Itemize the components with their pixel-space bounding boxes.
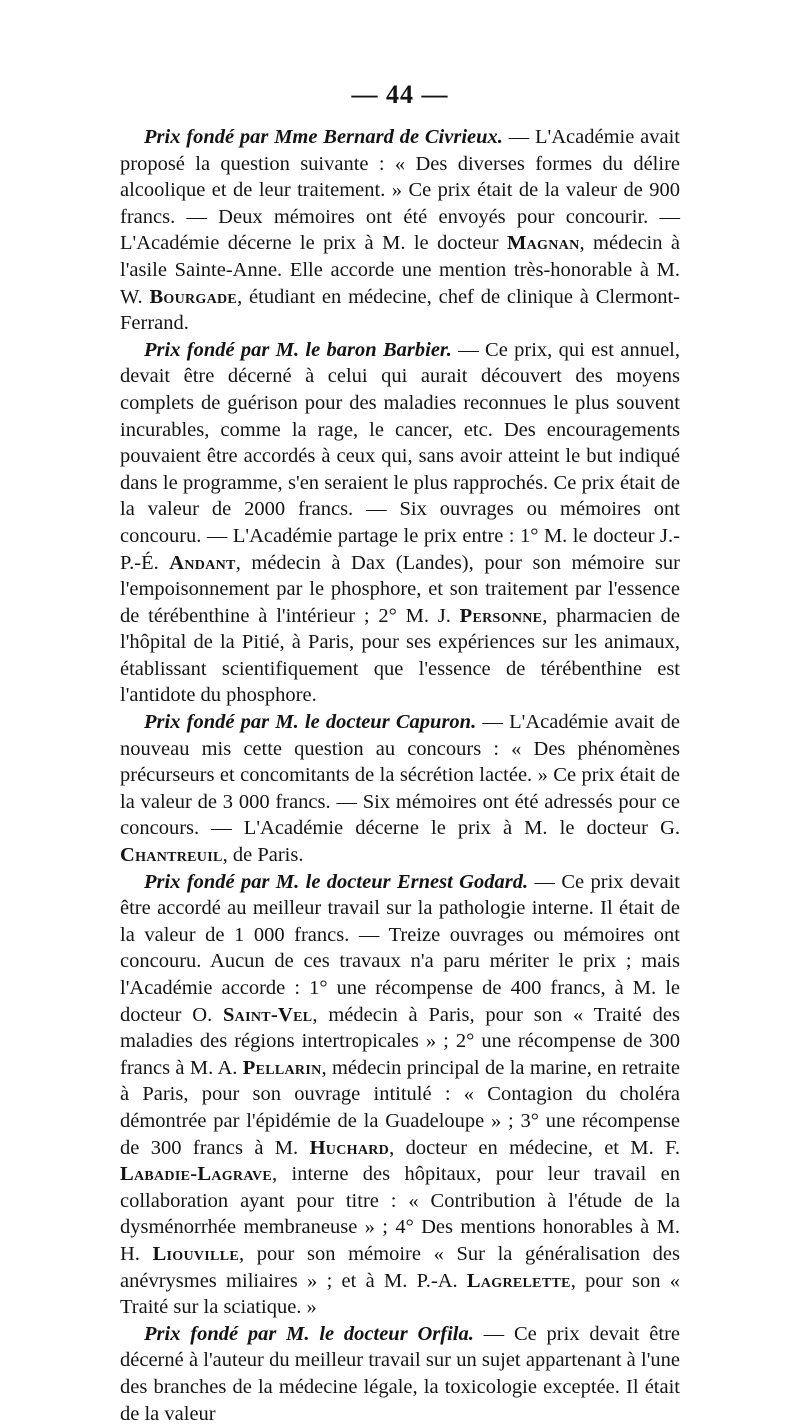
paragraph-bernard-de-civrieux [120, 124, 680, 337]
paragraph-text: , pharmacien de l'hôpital de la Pitié, à Paris, pour ses expériences sur les animaux, établissant scientifiquement que l'essence de térébenthine est l'antidote du phosphore. [120, 604, 680, 707]
paragraph-text: , médecin à l'asile Sainte-Anne. Elle accorde une mention très-honorable à M. W. [120, 232, 681, 308]
paragraph-text: — Ce prix, qui est annuel, devait être décerné à celui qui aurait découvert des moyens complets de guérison pour des maladies reconnues le plus souvent incurables, comme la rage, le cancer, etc. Des encouragements pouvaient être accordés à ceux qui, sans avoir atteint le but indiqué dans le programme, s'en seraient le plus rapprochés. Ce prix était de la valeur de 2000 francs. — Six ouvrages ou mémoires ont concouru. — L'Académie partage le prix entre : 1° M. le docteur J.-P.-É. [120, 338, 680, 574]
paragraph-text: — L'Académie avait de nouveau mis cette question au concours : « Des phénomènes précurseurs et concomitants de la sécrétion lactée. » Ce prix était de la valeur de 3 000 francs. — Six mémoires ont été adressés pour ce concours. — L'Académie décerne le prix à M. le docteur G. [120, 711, 680, 840]
paragraph-baron-barbier [120, 337, 680, 709]
paragraph-orfila [120, 1321, 680, 1427]
paragraph-capuron [120, 709, 680, 869]
person-name: Personne [459, 604, 543, 627]
paragraph-text: , médecin à Paris, pour son « Traité des maladies des régions intertropicales » ; 2° une récompense de 300 francs à M. A. [120, 1003, 680, 1079]
paragraph-text: , médecin à Dax (Landes), pour son mémoire sur l'empoisonnement par le phosphore, et son traitement par l'essence de térébenthine à l'intérieur ; 2° M. J. [120, 551, 680, 627]
paragraph-text: , interne des hôpitaux, pour leur travail en collaboration ayant pour titre : « Contribution à l'étude de la dysménorrhée membraneuse » ; 4° Des mentions honorables à M. H. [120, 1163, 680, 1265]
person-name: Bourgade [149, 285, 238, 308]
person-name: Chantreuil [120, 844, 223, 867]
prize-title: Prix fondé par M. le docteur Capuron. [144, 711, 477, 734]
person-name: Lagrelette [466, 1269, 571, 1292]
person-name: Pellarin [242, 1056, 322, 1079]
person-name: Saint-Vel [222, 1003, 313, 1026]
person-name: Liouville [152, 1242, 239, 1265]
person-name: Huchard [309, 1136, 390, 1159]
prize-title: Prix fondé par M. le baron Barbier. [144, 338, 452, 361]
paragraph-ernest-godard [120, 869, 680, 1321]
person-name: Magnan [507, 232, 580, 255]
paragraph-text: — Ce prix devait être accordé au meilleur travail sur la pathologie interne. Il était de la valeur de 1 000 francs. — Treize ouvrages ou mémoires ont concouru. Aucun de ces travaux n'a paru mériter le prix ; mais l'Académie accorde : 1° une récompense de 400 francs, à M. le docteur O. [120, 870, 680, 1026]
paragraph-text: , médecin principal de la marine, en retraite à Paris, pour son ouvrage intitulé : « Contagion du choléra démontrée par l'épidémie de la Guadeloupe » ; 3° une récompense de 300 francs à M. [120, 1056, 680, 1159]
paragraph-text: , pour son « Traité sur la sciatique. » [120, 1269, 680, 1319]
paragraph-text: , de Paris. [222, 844, 304, 867]
prize-title: Prix fondé par M. le docteur Orfila. [144, 1322, 474, 1345]
paragraph-text: , étudiant en médecine, chef de clinique à Clermont-Ferrand. [120, 285, 680, 335]
paragraph-text: , docteur en médecine, et M. F. [389, 1136, 681, 1159]
prize-title: Prix fondé par Mme Bernard de Civrieux. [144, 126, 503, 148]
page-number: — 44 — [351, 80, 449, 109]
person-name: Andant [169, 551, 236, 574]
paragraph-text: — Ce prix devait être décerné à l'auteur du meilleur travail sur un sujet appartenant à l'une des branches de la médecine légale, la toxicologie exceptée. Il était de la valeur [120, 1322, 680, 1425]
body-text [120, 124, 680, 1427]
paragraph-text: — L'Académie avait proposé la question suivante : « Des diverses formes du délire alcoolique et de leur traitement. » Ce prix était de la valeur de 900 francs. — Deux mémoires ont été envoyés pour concourir. — L'Académie décerne le prix à M. le docteur [120, 126, 680, 255]
person-name: Labadie-Lagrave [120, 1163, 272, 1186]
paragraph-text: , pour son mémoire « Sur la généralisation des anévrysmes miliaires » ; et à M. P.-A. [120, 1242, 680, 1292]
prize-title: Prix fondé par M. le docteur Ernest Godard. [144, 870, 529, 893]
